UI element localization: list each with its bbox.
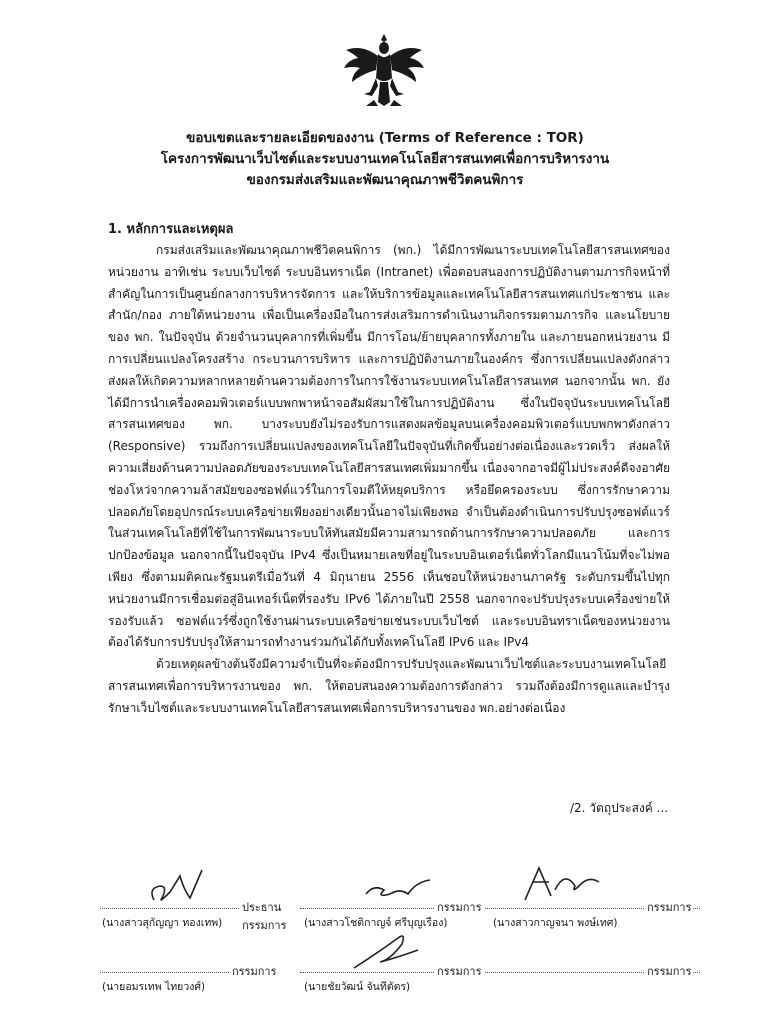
signature-block [100,924,315,994]
signature-name: (นางสาวกาญจนา พงษ์เทศ) [493,917,618,929]
signature-block [300,924,480,994]
title-line-2: โครงการพัฒนาเว็บไซต์และระบบงานเทคโนโลยีสารสนเทศเพื่อการบริหารงาน [160,151,610,167]
signature-name: (นางสาวโชติกาญจ์ ศรีบุญเรือง) [304,917,448,929]
garuda-emblem-icon [338,30,430,110]
title-line-1: ขอบเขตและรายละเอียดของงาน (Terms of Reference : TOR) [186,130,584,146]
signature-role: กรรมการ [645,898,693,916]
signature-block [300,860,480,930]
signature-name: (นายชัยวัฒน์ จันทีตัตร) [304,981,411,993]
title-line-3: ของกรมส่งเสริมและพัฒนาคุณภาพชีวิตคนพิการ [246,172,524,188]
signature-row-1 [100,860,700,930]
signature-name: (นางสาวสุกัญญา ทองเทพ) [102,917,223,929]
signature-role: ประธานกรรมการ [240,898,315,934]
signature-role: กรรมการ [645,962,693,980]
signature-row-2 [100,924,700,994]
section-body [108,240,670,720]
section-heading: 1. หลักการและเหตุผล [108,222,234,237]
signature-scribble [140,860,230,908]
signature-block [485,924,700,994]
signature-role: กรรมการ [435,898,483,916]
signature-role: กรรมการ [435,962,483,980]
paragraph-1: กรมส่งเสริมและพัฒนาคุณภาพชีวิตคนพิการ (พก.) ได้มีการพัฒนาระบบเทคโนโลยีสารสนเทศของหน่วยงาน อาทิเช่น ระบบเว็บไซต์ ระบบอินทราเน็ต (Intranet) เพื่อตอบสนองการปฏิบัติงานตามภารกิจหน้าที่สำคัญในการเป็นศูนย์กลางการบริหารจัดการ และให้บริการข้อมูลและเทคโนโลยีสารสนเทศแก่ประชาชน และสำนัก/กอง ภายใต้หน่วยงาน เพื่อเป็นเครื่องมือในการส่งเสริมการดำเนินงานกิจกรรมตามภารกิจ และนโยบายของ พก. ในปัจจุบัน ด้วยจำนวนบุคลากรที่เพิ่มขึ้น มีการโอน/ย้ายบุคลากรทั้งภายใน และภายนอกหน่วยงาน มีการเปลี่ยนแปลงโครงสร้าง กระบวนการบริหาร และการปฏิบัติงานภายในองค์กร ซึ่งการเปลี่ยนแปลงดังกล่าวส่งผลให้เกิดความหลากหลายด้านความต้องการในการใช้งานระบบเทคโนโลยีสารสนเทศ นอกจากนั้น พก. ยังได้มีการนำเครื่องคอมพิวเตอร์แบบพกพาหน้าจอสัมผัสมาใช้ในการปฏิบัติงาน ซึ่งในปัจจุบันระบบเทคโนโลยีสารสนเทศของ พก. บางระบบยังไม่รองรับการแสดงผลข้อมูลบนเครื่องคอมพิวเตอร์แบบพกพาดังกล่าว (Responsive) รวมถึงการเปลี่ยนแปลงของเทคโนโลยีในปัจจุบันที่เกิดขึ้นอย่างต่อเนื่องและรวดเร็ว ส่งผลให้ความเสี่ยงด้านความปลอดภัยของระบบเทคโนโลยีสารสนเทศเพิ่มมากขึ้น เนื่องจากอาจมีผู้ไม่ประสงค์ดีจงอาศัยช่องโหว่จากความล้าสมัยของซอฟต์แวร์ในการโจมตีให้หยุดบริการ หรือยึดครองระบบ ซึ่งการรักษาความปลอดภัยโดยอุปกรณ์ระบบเครือข่ายเพียงอย่างเดียวนั้นอาจไม่เพียงพอ จำเป็นต้องดำเนินการปรับปรุงซอฟต์แวร์ในส่วนเทคโนโลยีที่ใช้ในการพัฒนาระบบให้ทันสมัยมีความสามารถด้านการรักษาความปลอดภัย และการปกป้องข้อมูล นอกจากนี้ในปัจจุบัน IPv4 ซึ่งเป็นหมายเลขที่อยู่ในระบบอินเตอร์เน็ตทั่วโลกมีแนวโน้มที่จะไม่พอเพียง ซึ่งตามมติคณะรัฐมนตรีเมื่อวันที่ 4 มิถุนายน 2556 เห็นชอบให้หน่วยงานภาครัฐ ระดับกรมขึ้นไปทุกหน่วยงานมีการเชื่อมต่อสู่อินเทอร์เน็ตที่รองรับ IPv6 ได้ภายในปี 2558 นอกจากจะปรับปรุงระบบเครื่องข่ายให้รองรับแล้ว ซอฟต์แวร์ซึ่งถูกใช้งานผ่านระบบเครือข่ายเช่นระบบเว็บไซต์ และระบบอินทราเน็ตของหน่วยงานต้องได้รับการปรับปรุงให้สามารถทำงานร่วมกันได้กับทั้งเทคโนโลยี IPv6 และ IPv4 [108,243,670,650]
signature-scribble [515,860,605,908]
signature-block [100,860,315,930]
signature-block [485,860,700,930]
signature-name: (นายอมรเทพ ไทยวงศ์) [102,981,206,993]
continuation-note: /2. วัตถุประสงค์ ... [570,801,669,815]
signature-role: กรรมการ [230,962,278,980]
signature-scribble [346,924,436,972]
signature-scribble [356,860,446,908]
document-title [60,128,710,191]
paragraph-2: ด้วยเหตุผลข้างต้นจึงมีความจำเป็นที่จะต้องมีการปรับปรุงและพัฒนาเว็บไซต์และระบบงานเทคโนโลยีสารสนเทศเพื่อการบริหารงานของ พก. ให้ตอบสนองความต้องการดังกล่าว รวมถึงต้องมีการดูแลและบำรุงรักษาเว็บไซต์และระบบงานเทคโนโลยีสารสนเทศเพื่อการบริหารงานของ พก.อย่างต่อเนื่อง [108,657,670,715]
